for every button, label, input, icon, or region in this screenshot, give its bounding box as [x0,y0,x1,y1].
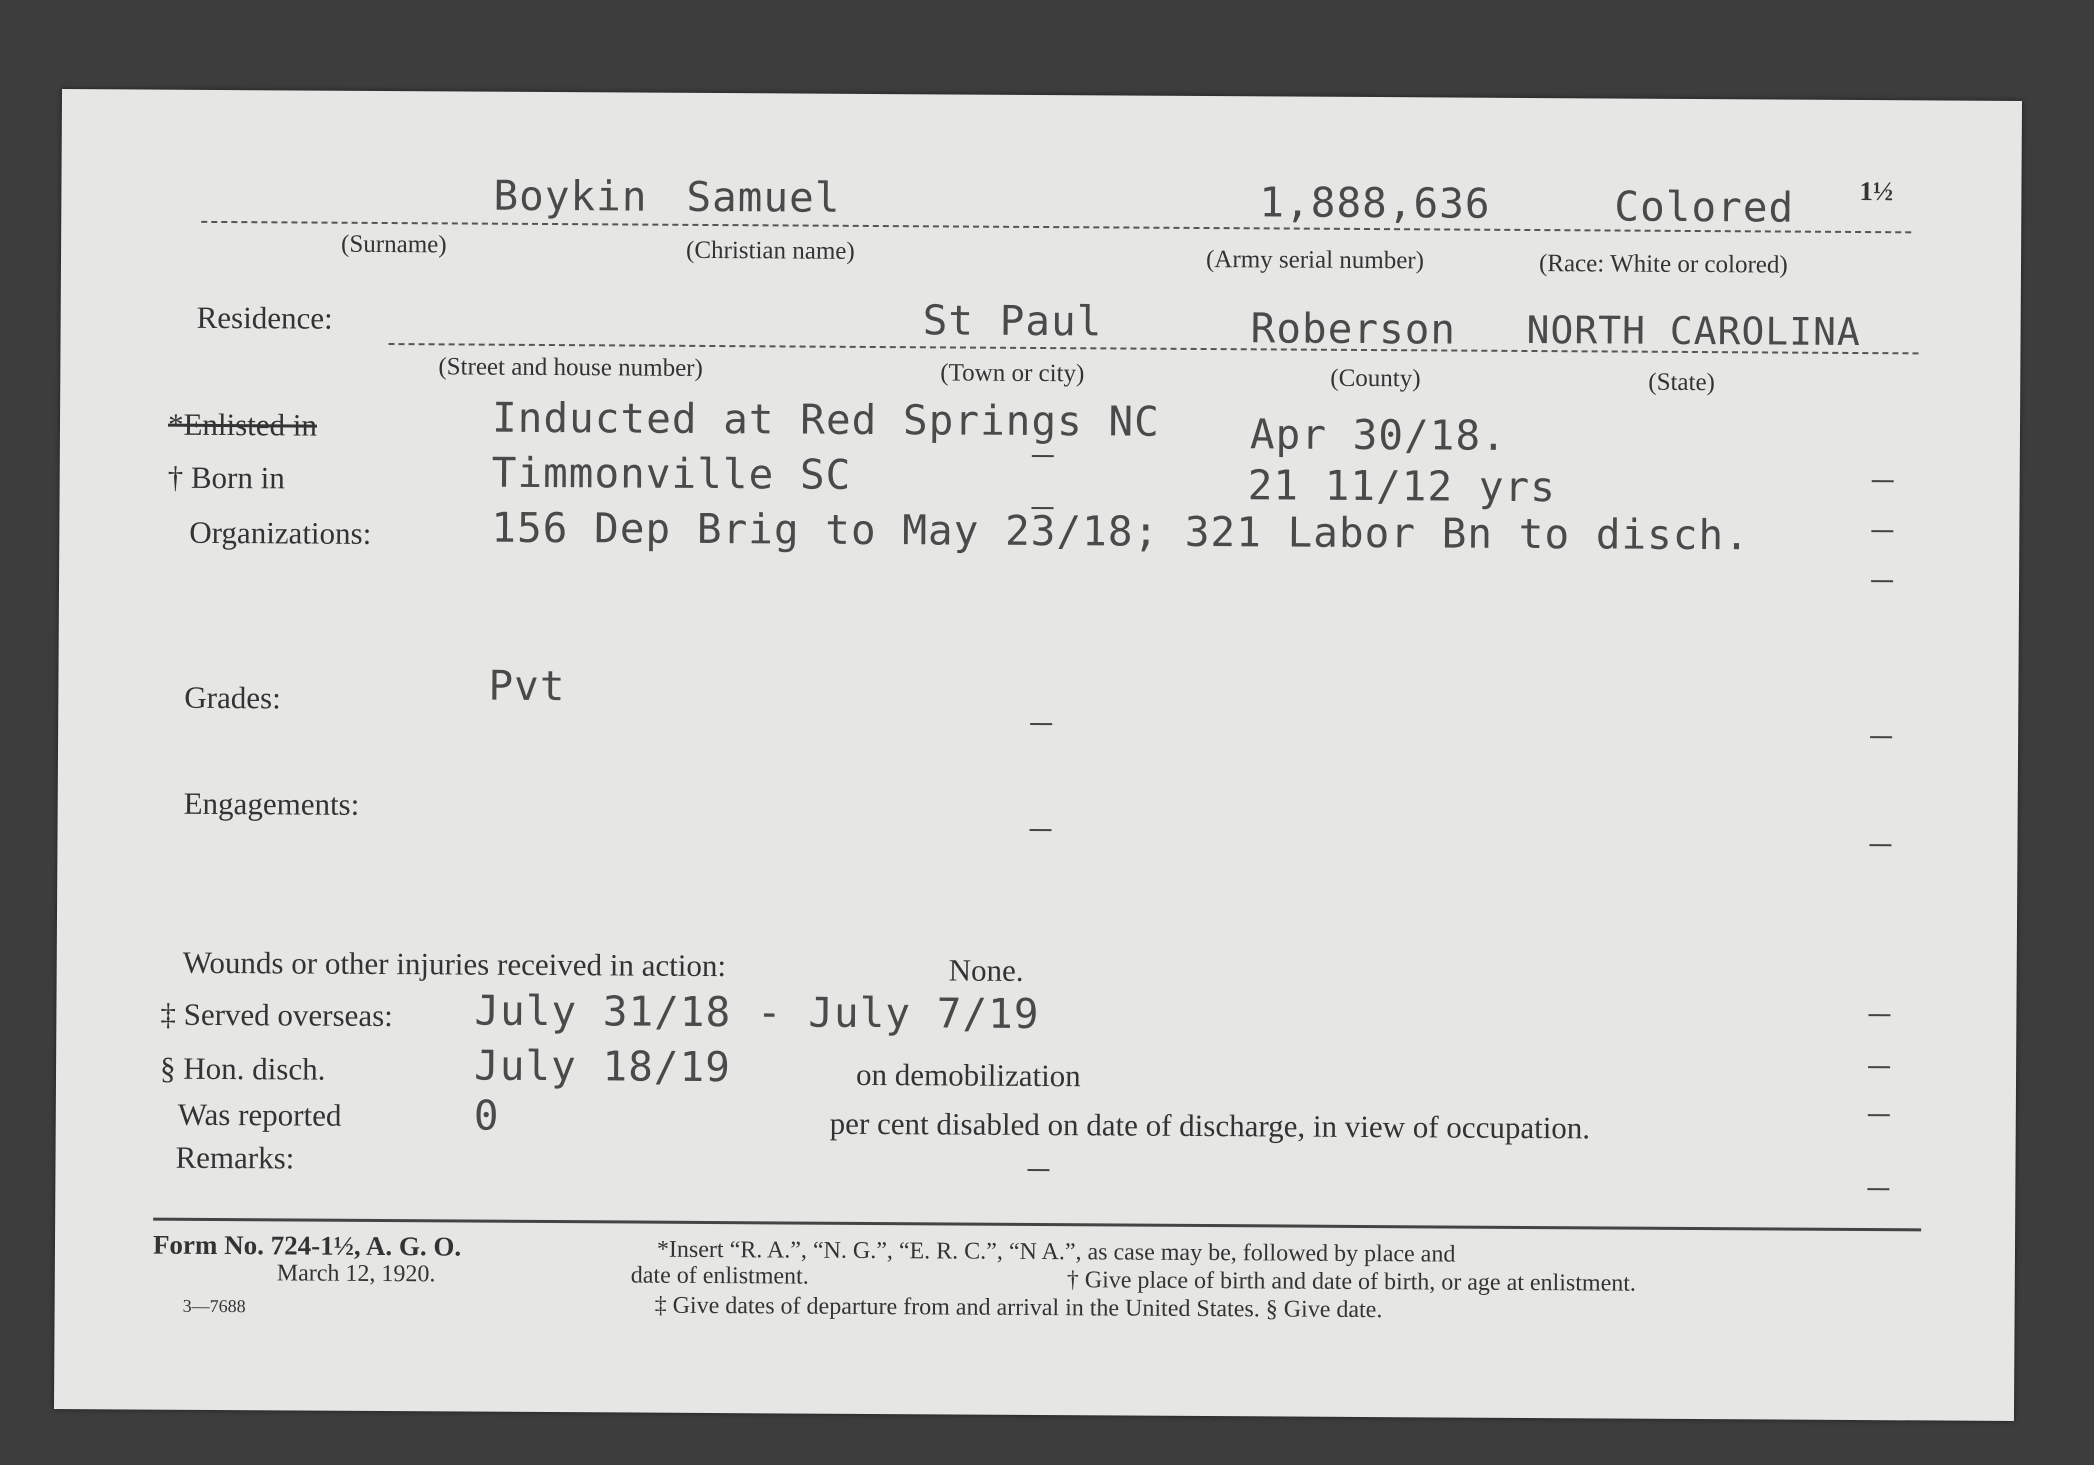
overseas-value: July 31/18 - July 7/19 [474,986,1040,1039]
tick-mark [1868,1114,1890,1116]
county-caption: (County) [1330,364,1421,393]
organizations-label: Organizations: [189,514,372,551]
tick-mark [1868,1066,1890,1068]
tick-mark [1870,736,1892,738]
tick-mark [1867,1188,1889,1190]
wounds-value: None. [948,952,1024,988]
street-caption: (Street and house number) [438,353,703,382]
race-caption: (Race: White or colored) [1538,250,1788,279]
tick-mark [1032,455,1054,457]
footnote-line-2a: date of enlistment. [630,1262,809,1290]
tick-mark [1872,480,1894,482]
born-age: 21 11/12 yrs [1247,461,1557,512]
grades-value: Pvt [488,661,566,711]
residence-label: Residence: [196,299,333,336]
tick-mark [1027,1169,1049,1171]
print-code: 3—7688 [182,1295,246,1317]
remarks-label: Remarks: [175,1139,295,1176]
service-record-card [54,89,2022,1421]
form-number: Form No. 724-1½, A. G. O. [152,1229,462,1262]
enlisted-label: *Enlisted in [167,406,318,443]
reported-text: per cent disabled on date of discharge, in view of occupation. [829,1105,1591,1146]
residence-county: Roberson [1250,304,1457,354]
tick-mark [1869,844,1891,846]
residence-town: St Paul [922,296,1103,346]
overseas-label: ‡ Served overseas: [160,996,393,1034]
born-label: † Born in [167,459,285,496]
form-fraction: 1½ [1859,176,1894,207]
christian-name-value: Samuel [686,172,841,222]
tick-mark [1871,580,1893,582]
hon-disch-label: § Hon. disch. [159,1050,326,1087]
tick-mark [1030,723,1052,725]
race-value: Colored [1614,182,1795,232]
residence-state: NORTH CAROLINA [1526,307,1862,355]
serial-number-value: 1,888,636 [1259,178,1491,228]
reported-value: 0 [473,1091,500,1140]
organizations-value: 156 Dep Brig to May 23/18; 321 Labor Bn to disch. [491,503,1751,560]
form-date: March 12, 1920. [276,1260,436,1288]
christian-name-caption: (Christian name) [685,236,855,265]
reported-label: Was reported [177,1096,342,1133]
enlisted-value: Inducted at Red Springs NC [491,393,1160,446]
footnote-line-1: *Insert “R. A.”, “N. G.”, “E. R. C.”, “N A.”, as case may be, followed by place and [656,1236,1456,1268]
footnote-line-3: ‡ Give dates of departure from and arrival in the United States. § Give date. [654,1292,1383,1324]
tick-mark [1868,1014,1890,1016]
serial-number-caption: (Army serial number) [1205,246,1425,275]
tick-mark [1030,829,1052,831]
tick-mark [1871,530,1893,532]
enlisted-date: Apr 30/18. [1249,410,1507,460]
engagements-label: Engagements: [183,785,360,822]
hon-disch-reason: on demobilization [855,1056,1081,1094]
footer-rule [153,1218,1921,1232]
surname-value: Boykin [493,171,648,221]
surname-caption: (Surname) [341,230,447,259]
town-caption: (Town or city) [940,359,1085,388]
footnote-line-2b: † Give place of birth and date of birth, or age at enlistment. [1066,1267,1637,1297]
wounds-label: Wounds or other injuries received in action: [182,944,727,984]
born-value: Timmonville SC [491,448,852,499]
grades-label: Grades: [184,679,281,716]
state-caption: (State) [1648,368,1716,397]
hon-disch-value: July 18/19 [473,1041,732,1092]
